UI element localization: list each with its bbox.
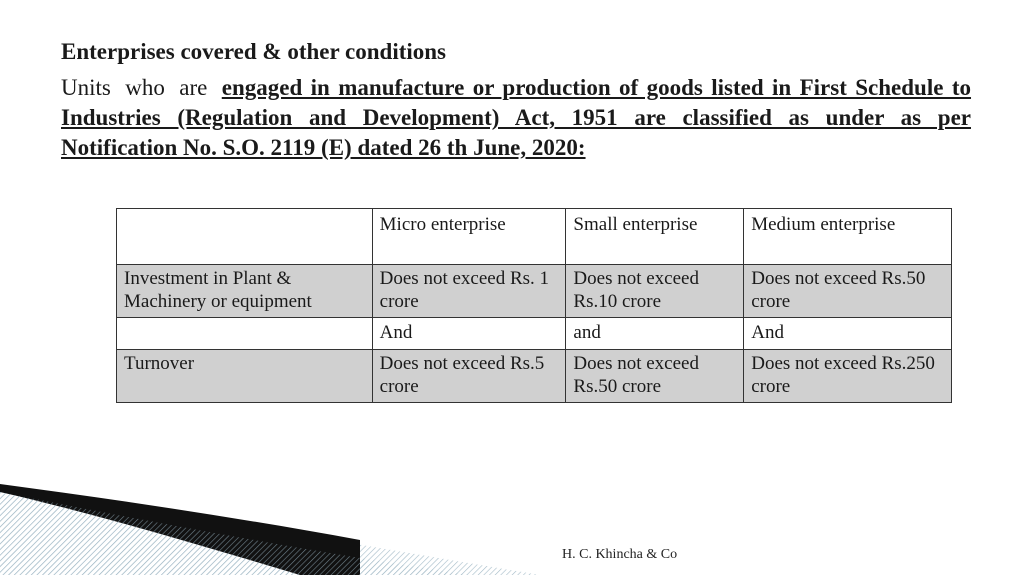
cell-turnover-medium: Does not exceed Rs.250 crore — [744, 350, 952, 403]
cell-turnover-small: Does not exceed Rs.50 crore — [566, 350, 744, 403]
row-label-investment: Investment in Plant & Machinery or equipment — [117, 265, 373, 318]
footer-credit: H. C. Khincha & Co — [562, 547, 678, 562]
intro-paragraph — [61, 73, 971, 163]
header-cell-micro: Micro enterprise — [372, 209, 566, 265]
cell-conjunction-small: and — [566, 318, 744, 350]
row-label-conjunction — [117, 318, 373, 350]
cell-investment-medium: Does not exceed Rs.50 crore — [744, 265, 952, 318]
header-cell-empty — [117, 209, 373, 265]
paragraph-emphasis: engaged in manufacture or production of goods listed in First Schedule to Industries (Regulation and Development) Act, 1951 are classified as under as per Notification No. S.O. 2119 (E) dated 26 th June, 2020: — [61, 75, 972, 160]
table-row-investment — [117, 265, 952, 318]
cell-conjunction-micro: And — [372, 318, 566, 350]
table-row-conjunction — [117, 318, 952, 350]
cell-investment-micro: Does not exceed Rs. 1 crore — [372, 265, 566, 318]
header-cell-medium: Medium enterprise — [744, 209, 952, 265]
table-header-row — [117, 209, 952, 265]
cell-conjunction-medium: And — [744, 318, 952, 350]
decorative-swoosh — [0, 470, 1024, 575]
enterprise-classification-table — [116, 208, 952, 403]
table-row-turnover — [117, 350, 952, 403]
cell-turnover-micro: Does not exceed Rs.5 crore — [372, 350, 566, 403]
paragraph-lead: Units who are — [61, 75, 222, 100]
cell-investment-small: Does not exceed Rs.10 crore — [566, 265, 744, 318]
slide-heading: Enterprises covered & other conditions — [61, 39, 447, 64]
row-label-turnover: Turnover — [117, 350, 373, 403]
header-cell-small: Small enterprise — [566, 209, 744, 265]
